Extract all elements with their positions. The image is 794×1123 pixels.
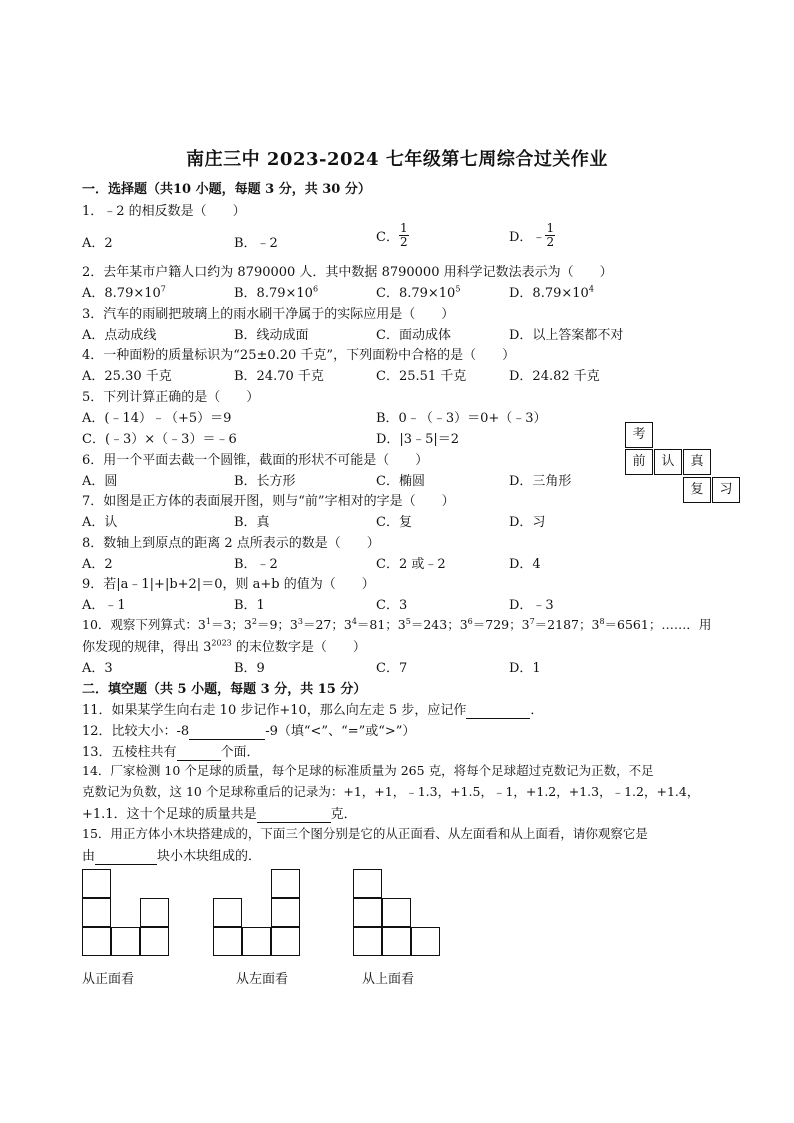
q9-option-c: C．3 <box>376 598 408 613</box>
exponent: 2023 <box>211 638 232 648</box>
question-7-stem: 7．如图是正方体的表面展开图，则与“前”字相对的字是（ ） <box>82 494 455 509</box>
view-cell <box>242 927 271 956</box>
fraction-denominator: 2 <box>546 235 555 249</box>
net-cell-xi: 习 <box>712 477 740 503</box>
exponent: 3 <box>297 616 303 626</box>
exponent: 5 <box>455 284 461 294</box>
q10-option-b: B．9 <box>234 661 265 676</box>
exponent: 7 <box>160 284 166 294</box>
left-view-label: 从左面看 <box>236 972 289 987</box>
question-14-line-1: 14．厂家检测 10 个足球的质量，每个足球的标准质量为 265 克，将每个足球超过克数记为正数，不足 <box>82 763 654 778</box>
top-view-figure <box>353 869 443 957</box>
view-cell <box>353 927 382 956</box>
question-13 <box>82 741 260 761</box>
view-cell <box>353 869 382 898</box>
q14-text: +1.1．这十个足球的质量共是 <box>82 807 257 822</box>
question-5-stem: 5．下列计算正确的是（ ） <box>82 390 260 405</box>
q15-text: 块小木块组成的． <box>157 849 262 864</box>
view-cell <box>140 927 169 956</box>
question-15-line-2 <box>82 845 261 865</box>
question-10-line-1 <box>82 615 711 633</box>
q10-text: ＝81；3 <box>356 617 406 632</box>
q9-option-d: D．﹣3 <box>509 598 554 613</box>
q13-text: 个面． <box>220 745 260 760</box>
exponent: 5 <box>405 616 411 626</box>
fraction <box>399 222 409 249</box>
net-cell-kao: 考 <box>625 422 653 448</box>
q7-option-d: D．习 <box>509 515 546 530</box>
q5-option-c: C．(﹣3）×（﹣3）＝﹣6 <box>82 432 237 447</box>
q9-option-b: B．1 <box>234 598 265 613</box>
net-cell-zhen: 真 <box>683 449 711 475</box>
q10-text: ＝3；3 <box>210 617 252 632</box>
net-cell-ren: 认 <box>654 449 682 475</box>
q7-option-b: B．真 <box>234 515 270 530</box>
view-cell <box>213 898 242 927</box>
q9-option-a: A．﹣1 <box>82 598 126 613</box>
q2-option-a <box>82 282 166 301</box>
net-cell-fu: 复 <box>683 477 711 503</box>
question-4-stem: 4．一种面粉的质量标识为“25±0.20 千克”，下列面粉中合格的是（ ） <box>82 348 516 363</box>
q5-option-b: B．0﹣（﹣3）＝0+（﹣3） <box>376 411 547 426</box>
exponent: 6 <box>312 284 319 294</box>
q10-text: ＝2187；3 <box>534 617 600 632</box>
view-cell <box>111 927 140 956</box>
exponent: 7 <box>529 616 535 626</box>
q10-text: ＝243；3 <box>410 617 468 632</box>
fraction-numerator: 1 <box>546 221 555 235</box>
view-cell <box>382 927 411 956</box>
question-3-stem: 3．汽车的雨刷把玻璃上的雨水刷干净属于的实际应用是（ ） <box>82 307 455 322</box>
q10-text: ＝6561；……．用 <box>604 617 712 632</box>
q6-option-b: B．长方形 <box>234 474 296 489</box>
view-cell <box>271 898 300 927</box>
q4-option-d: D．24.82 千克 <box>509 369 600 384</box>
q11-text: 11．如果某学生向右走 10 步记作+10，那么向左走 5 步，应记作 <box>82 703 467 718</box>
q10-text: 你发现的规律，得出 3 <box>82 640 212 655</box>
view-cell <box>82 869 111 898</box>
q10-text: ＝27；3 <box>302 617 352 632</box>
q8-option-a: A．2 <box>82 557 113 572</box>
front-view-figure <box>82 869 172 957</box>
view-cell <box>411 927 440 956</box>
q2-option-b-text: B．8.79×10 <box>234 286 313 301</box>
question-1-stem: 1．﹣2 的相反数是（ ） <box>82 204 246 219</box>
q2-option-d-text: D．8.79×10 <box>509 286 589 301</box>
q10-text: 的末位数字是（ ） <box>231 640 366 655</box>
q6-option-c: C．椭圆 <box>376 474 425 489</box>
q5-option-a: A．(﹣14）﹣（+5）＝9 <box>82 411 232 426</box>
q13-text: 13．五棱柱共有 <box>82 745 177 760</box>
view-cell <box>213 927 242 956</box>
question-15-line-1: 15．用正方体小木块搭建成的，下面三个图分别是它的从正面看、从左面看和从上面看，请你观察它是 <box>82 826 648 841</box>
q6-option-a: A．圆 <box>82 474 118 489</box>
q2-option-c-text: C．8.79×10 <box>376 286 456 301</box>
page-title: 南庄三中 2023-2024 七年级第七周综合过关作业 <box>186 149 608 170</box>
q4-option-a: A．25.30 千克 <box>82 369 172 384</box>
view-cell <box>353 898 382 927</box>
front-view-label: 从正面看 <box>82 972 135 987</box>
q3-option-a: A．点动成线 <box>82 328 157 343</box>
q4-option-b: B．24.70 千克 <box>234 369 324 384</box>
top-view-label: 从上面看 <box>362 972 415 987</box>
fraction-denominator: 2 <box>399 235 408 249</box>
q11-text: ． <box>530 703 544 718</box>
q2-option-d <box>509 282 594 301</box>
q10-option-c: C．7 <box>376 661 408 676</box>
question-9-stem: 9．若|a﹣1|+|b+2|＝0，则 a+b 的值为（ ） <box>82 577 375 592</box>
section-heading-fill: 二．填空题（共 5 小题，每题 3 分，共 15 分） <box>82 682 367 697</box>
q14-text: 克． <box>330 807 357 822</box>
fraction <box>545 222 555 249</box>
exponent: 2 <box>251 616 257 626</box>
left-view-figure <box>213 869 303 957</box>
q7-option-c: C．复 <box>376 515 412 530</box>
q10-text: 10．观察下列算式：3 <box>82 617 206 632</box>
q10-text: ＝729；3 <box>472 617 530 632</box>
q2-option-b <box>234 282 318 301</box>
question-12 <box>82 720 415 740</box>
exponent: 6 <box>467 616 473 626</box>
question-6-stem: 6．用一个平面去截一个圆锥，截面的形状不可能是（ ） <box>82 453 429 468</box>
q3-option-c: C．面动成体 <box>376 328 451 343</box>
view-cell <box>271 869 300 898</box>
q1-option-d <box>509 222 555 249</box>
q10-option-a: A．3 <box>82 661 113 676</box>
q2-option-c <box>376 282 460 301</box>
question-14-line-3 <box>82 803 357 823</box>
q8-option-c: C．2 或﹣2 <box>376 557 446 572</box>
question-14-line-2: 克数记为负数，这 10 个足球称重后的记录为：+1，+1，﹣1.3，+1.5，﹣1，+1.2，+1.3，﹣1.2，+1.4， <box>82 784 700 799</box>
view-cell <box>82 927 111 956</box>
view-cell <box>382 898 411 927</box>
q1-option-c <box>376 222 409 249</box>
q2-option-a-text: A．8.79×10 <box>82 286 161 301</box>
answer-blank[interactable] <box>257 807 331 823</box>
answer-blank[interactable] <box>466 703 530 719</box>
q1-option-b: B．﹣2 <box>234 236 278 251</box>
net-cell-qian: 前 <box>625 449 653 475</box>
exponent: 1 <box>205 616 211 626</box>
section-heading-choice: 一．选择题（共10 小题，每题 3 分，共 30 分） <box>82 182 371 197</box>
q10-option-d: D．1 <box>509 661 541 676</box>
q1-option-a: A．2 <box>82 236 113 251</box>
answer-blank[interactable] <box>177 745 221 761</box>
q12-text: -9（填“<”、“=”或“>”） <box>265 724 416 739</box>
exponent: 4 <box>588 284 594 294</box>
q4-option-c: C．25.51 千克 <box>376 369 467 384</box>
q7-option-a: A．认 <box>82 515 118 530</box>
q1-option-d-label: D．﹣ <box>509 230 546 245</box>
q6-option-d: D．三角形 <box>509 474 572 489</box>
view-cell <box>271 927 300 956</box>
answer-blank[interactable] <box>189 724 265 740</box>
q5-option-d: D．|3﹣5|＝2 <box>376 432 459 447</box>
question-11 <box>82 699 543 719</box>
exponent: 8 <box>599 616 605 626</box>
question-10-line-2 <box>82 636 366 655</box>
fraction-numerator: 1 <box>399 221 408 235</box>
question-8-stem: 8．数轴上到原点的距离 2 点所表示的数是（ ） <box>82 536 380 551</box>
q15-text: 由 <box>82 849 96 864</box>
q8-option-d: D．4 <box>509 557 541 572</box>
q3-option-d: D．以上答案都不对 <box>509 328 624 343</box>
exponent: 4 <box>351 616 357 626</box>
question-2-stem: 2．去年某市户籍人口约为 8790000 人．其中数据 8790000 用科学记数法表示为（ ） <box>82 265 613 280</box>
q12-text: 12．比较大小：-8 <box>82 724 190 739</box>
q8-option-b: B．﹣2 <box>234 557 278 572</box>
view-cell <box>82 898 111 927</box>
answer-blank[interactable] <box>95 849 157 865</box>
q1-option-c-label: C． <box>376 230 399 245</box>
q3-option-b: B．线动成面 <box>234 328 309 343</box>
q10-text: ＝9；3 <box>256 617 298 632</box>
view-cell <box>140 898 169 927</box>
